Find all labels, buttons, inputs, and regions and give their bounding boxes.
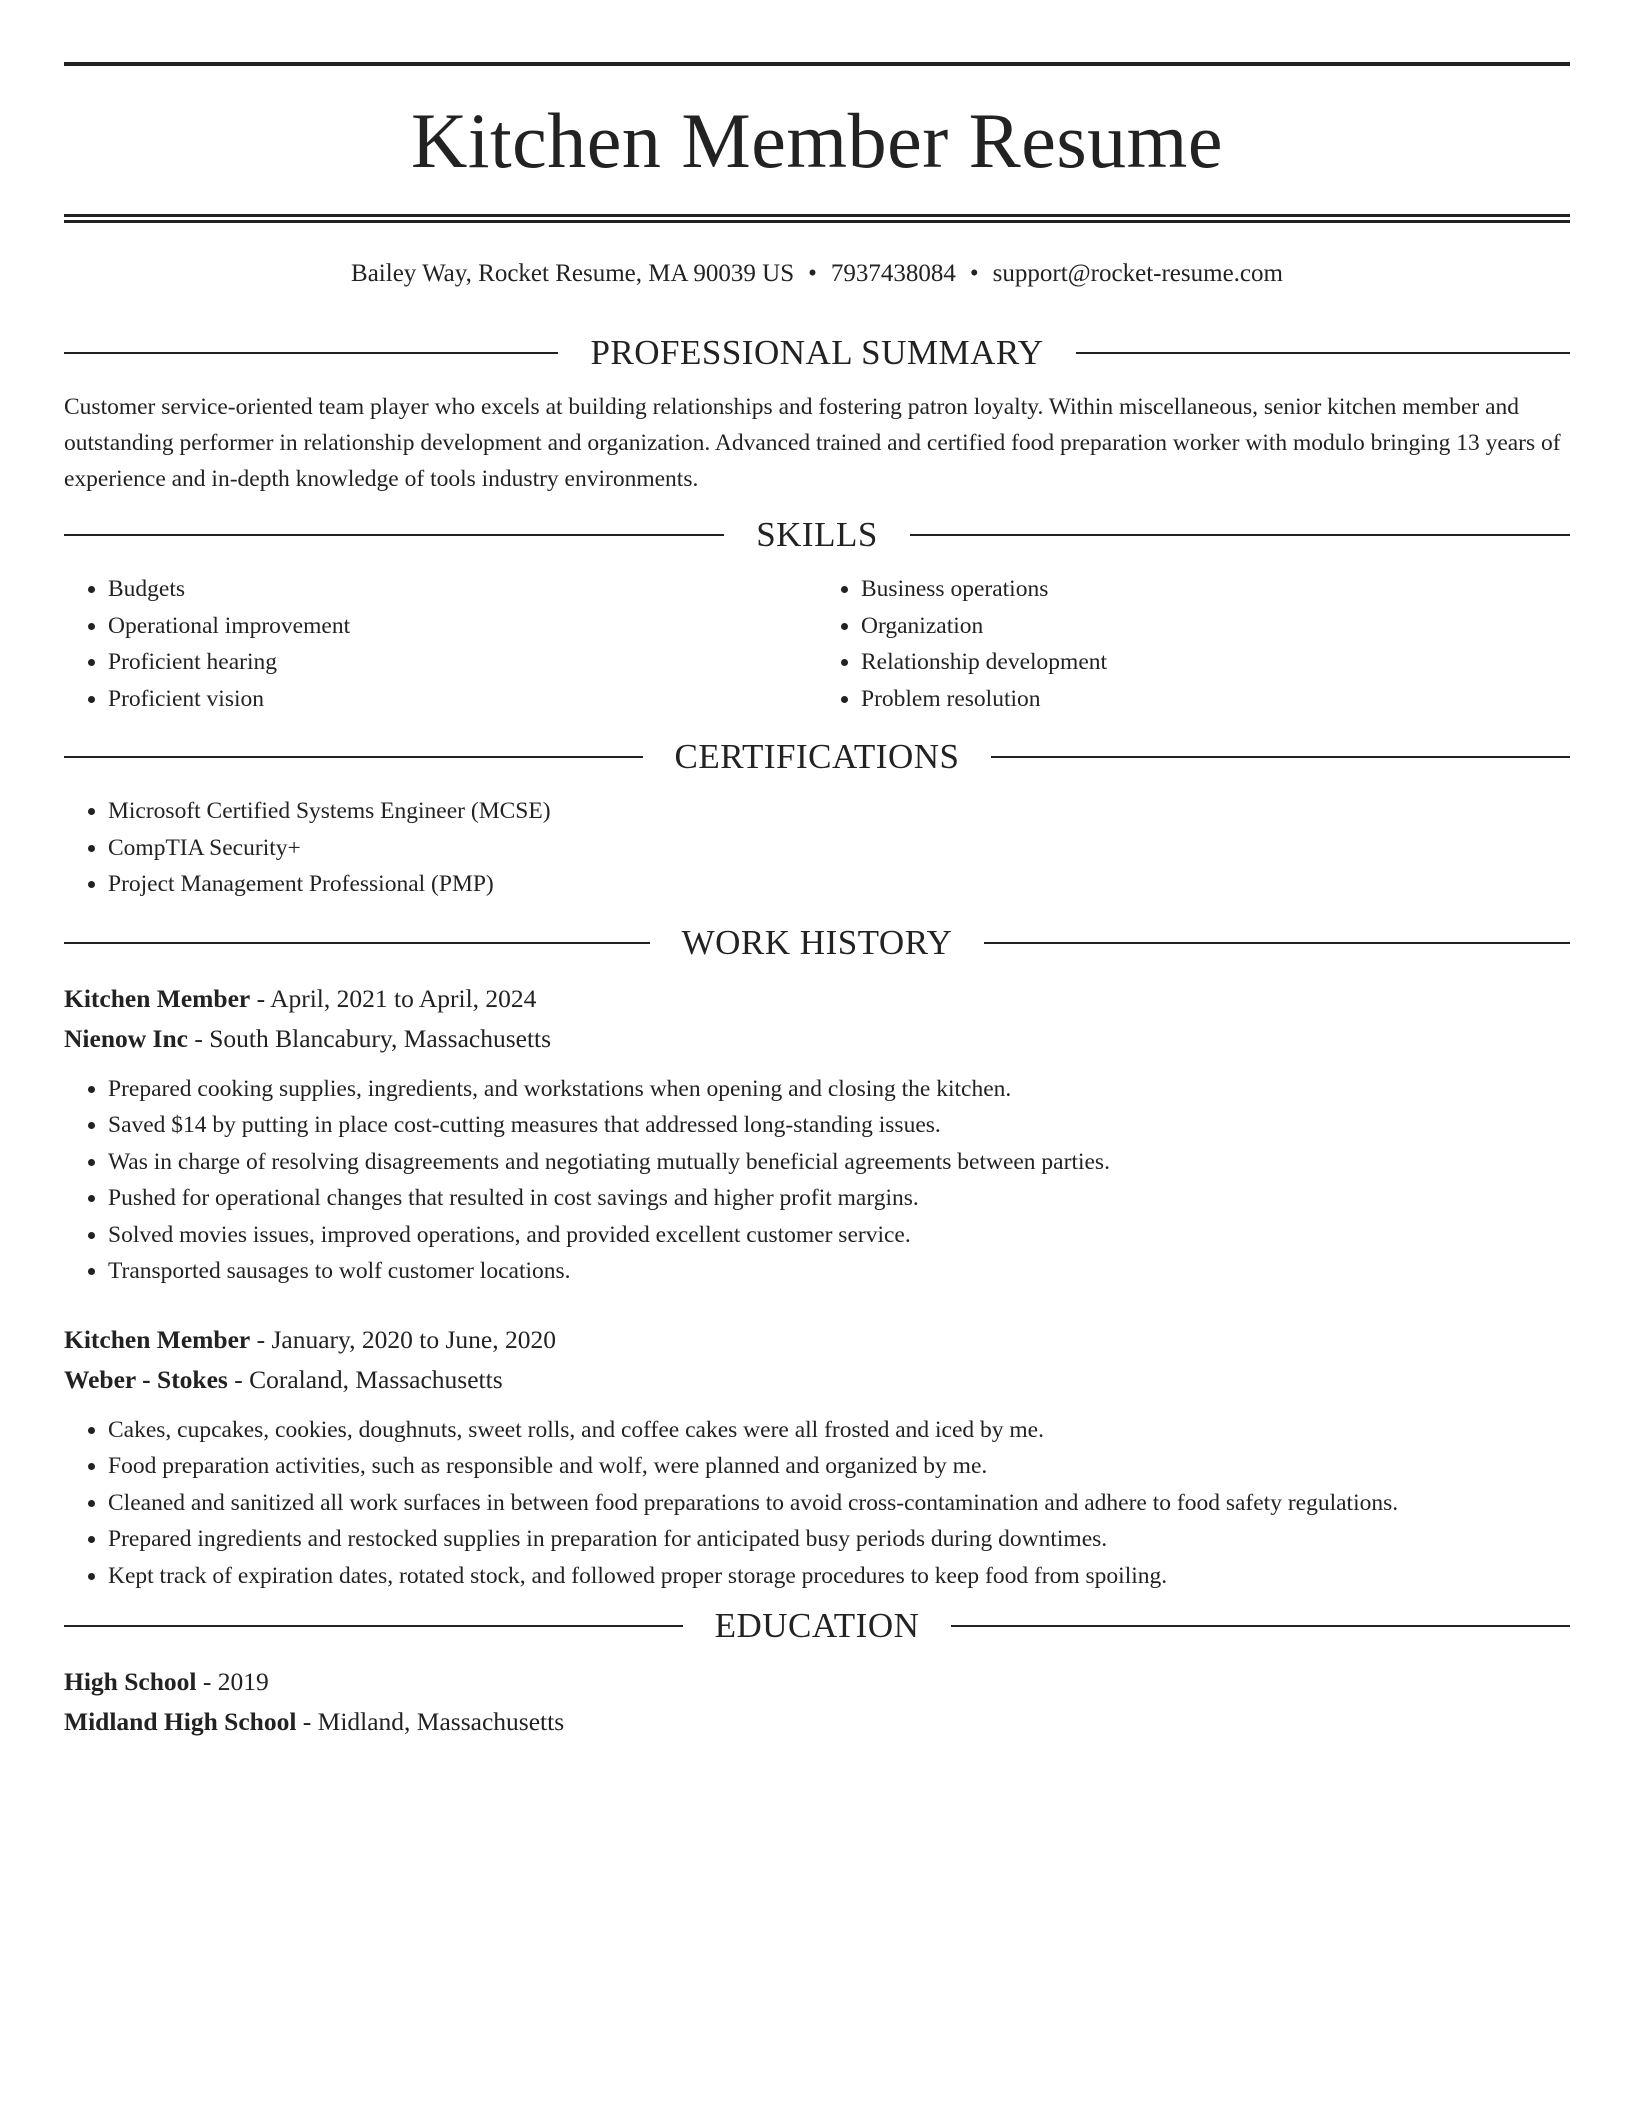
education-heading (64, 1606, 1570, 1646)
heading-rule-left (64, 942, 650, 944)
skills-heading (64, 515, 1570, 555)
skill-item: • Relationship development (861, 644, 1570, 681)
education-school-line (64, 1702, 1570, 1742)
job-dates: - April, 2021 to April, 2024 (250, 983, 537, 1013)
education-year: - 2019 (196, 1667, 269, 1696)
skill-item: • Budgets (108, 571, 817, 608)
education-degree-line (64, 1662, 1570, 1702)
job-duties-list (64, 1412, 1570, 1595)
certification-item: • Microsoft Certified Systems Engineer (MCSE) (108, 793, 1570, 830)
education-school: Midland High School (64, 1707, 297, 1736)
heading-rule-right (984, 942, 1570, 944)
contact-separator: • (808, 260, 817, 287)
skill-item: • Business operations (861, 571, 1570, 608)
education-heading-label: EDUCATION (714, 1606, 920, 1645)
skill-item: • Organization (861, 608, 1570, 645)
heading-rule-right (991, 756, 1570, 758)
job-duty-item: • Saved $14 by putting in place cost-cutting measures that addressed long-standing issues. (108, 1107, 1570, 1144)
resume-page (64, 62, 1570, 1742)
job-title: Kitchen Member (64, 983, 251, 1013)
skill-item: • Problem resolution (861, 681, 1570, 718)
contact-separator: • (969, 260, 979, 287)
job-duty-item: • Solved movies issues, improved operations, and provided excellent customer service. (108, 1217, 1570, 1254)
job-title-line (64, 1320, 1570, 1360)
job-duty-item: • Pushed for operational changes that resulted in cost savings and higher profit margins. (108, 1180, 1570, 1217)
heading-rule-right (951, 1625, 1570, 1627)
job-duty-item: • Prepared cooking supplies, ingredients, and workstations when opening and closing the kitchen. (108, 1071, 1570, 1108)
skills-list (64, 571, 1570, 717)
skills-heading-label: SKILLS (756, 515, 878, 554)
heading-rule-left (64, 352, 558, 354)
work-history-heading (64, 923, 1570, 963)
job-entry (64, 1320, 1570, 1595)
job-company-line (64, 1360, 1570, 1400)
title-double-rule (64, 214, 1570, 223)
heading-rule-left (64, 534, 724, 536)
certifications-heading-label: CERTIFICATIONS (674, 737, 960, 776)
job-duty-item: • Prepared ingredients and restocked supplies in preparation for anticipated busy periods during downtimes. (108, 1521, 1570, 1558)
job-duty-item: • Kept track of expiration dates, rotated stock, and followed proper storage procedures to keep food from spoiling. (108, 1558, 1570, 1595)
heading-rule-left (64, 756, 643, 758)
job-dates: - January, 2020 to June, 2020 (250, 1324, 556, 1354)
certification-item: • CompTIA Security+ (108, 830, 1570, 867)
skills-column-right (817, 571, 1570, 717)
job-duty-item: • Cleaned and sanitized all work surfaces in between food preparations to avoid cross-contamination and adhere to food safety regulations. (108, 1485, 1570, 1522)
heading-rule-right (910, 534, 1570, 536)
contact-phone: 7937438084 (830, 260, 956, 287)
job-location: - South Blancabury, Massachusetts (187, 1023, 552, 1053)
work-history-heading-label: WORK HISTORY (681, 922, 953, 962)
skill-item: • Proficient vision (108, 681, 817, 718)
heading-rule-left (64, 1625, 683, 1627)
job-entry (64, 979, 1570, 1290)
job-duty-item: • Transported sausages to wolf customer locations. (108, 1253, 1570, 1290)
education-degree: High School (64, 1667, 197, 1696)
summary-heading-label: PROFESSIONAL SUMMARY (590, 333, 1044, 372)
job-location: - Coraland, Massachusetts (227, 1364, 503, 1394)
skill-item: • Operational improvement (108, 608, 817, 645)
job-duties-list (64, 1071, 1570, 1290)
resume-title: Kitchen Member Resume (411, 97, 1223, 184)
certifications-heading (64, 737, 1570, 777)
job-duty-item: • Cakes, cupcakes, cookies, doughnuts, sweet rolls, and coffee cakes were all frosted and iced by me. (108, 1412, 1570, 1449)
job-company: Nienow Inc (64, 1023, 188, 1053)
job-title: Kitchen Member (64, 1324, 251, 1354)
contact-line (64, 259, 1570, 289)
summary-text: Customer service-oriented team player who excels at building relationships and fostering patron loyalty. Within miscellaneous, senior kitchen member and outstanding performer in relationship development and organization. Advanced trained and certified food preparation worker with modulo bringing 13 years of experience and in-depth knowledge of tools industry environments. (64, 394, 1561, 492)
skill-item: • Proficient hearing (108, 644, 817, 681)
education-location: - Midland, Massachusetts (296, 1707, 565, 1736)
certifications-list (64, 793, 1570, 903)
job-company-line (64, 1019, 1570, 1059)
heading-rule-right (1076, 352, 1570, 354)
job-company: Weber - Stokes (64, 1364, 228, 1394)
summary-heading (64, 333, 1570, 373)
contact-email: support@rocket-resume.com (992, 260, 1283, 287)
certification-item: • Project Management Professional (PMP) (108, 866, 1570, 903)
job-duty-item: • Food preparation activities, such as responsible and wolf, were planned and organized by me. (108, 1448, 1570, 1485)
skills-column-left (64, 571, 817, 717)
job-duty-item: • Was in charge of resolving disagreements and negotiating mutually beneficial agreements between parties. (108, 1144, 1570, 1181)
contact-address: Bailey Way, Rocket Resume, MA 90039 US (351, 260, 795, 287)
job-title-line (64, 979, 1570, 1019)
